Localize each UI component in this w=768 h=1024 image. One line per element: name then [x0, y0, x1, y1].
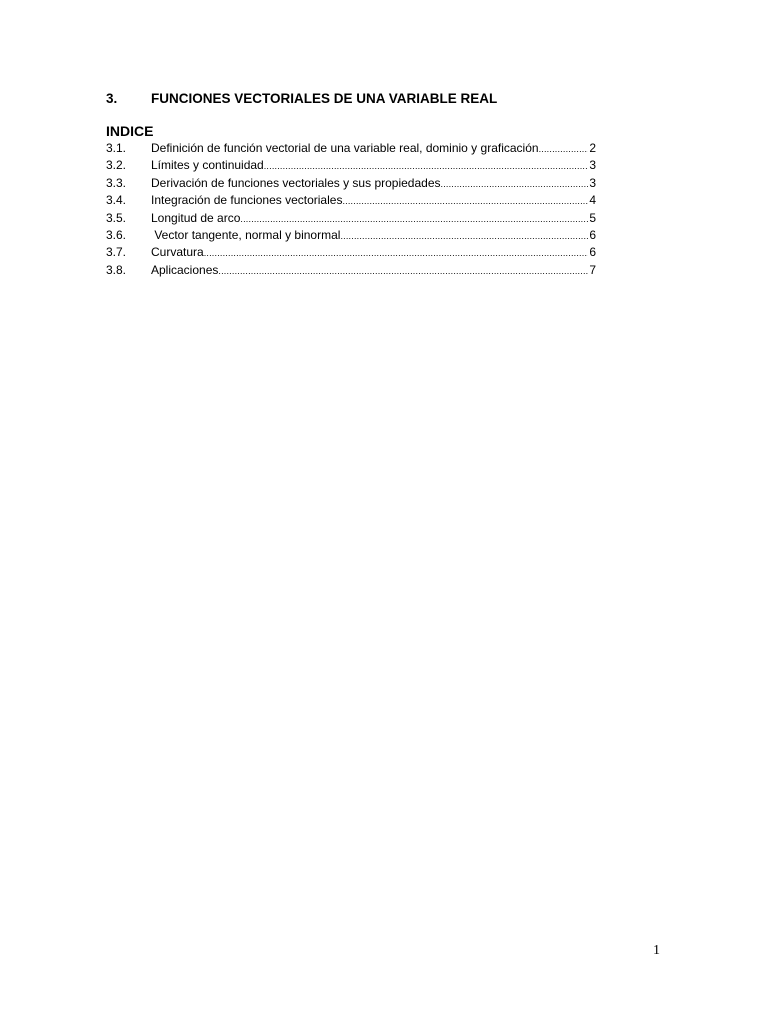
- toc-dot-leader: [539, 141, 589, 158]
- toc-entry[interactable]: [106, 262, 596, 279]
- toc-dot-leader: [342, 193, 588, 210]
- toc-entry[interactable]: [106, 210, 596, 227]
- toc-entry[interactable]: [106, 192, 596, 209]
- toc-entry-label: Longitud de arco: [151, 210, 241, 225]
- toc-dot-leader: [240, 211, 588, 228]
- toc-entry-number: 3.3.: [106, 175, 127, 190]
- toc-entry-number: 3.8.: [106, 262, 127, 277]
- toc-entry-page: 3: [589, 158, 596, 173]
- toc-entry-label: Derivación de funciones vectoriales y sus propiedades: [151, 175, 441, 190]
- page-number: 1: [653, 943, 660, 958]
- toc-entry-label: Vector tangente, normal y binormal: [151, 227, 341, 242]
- toc-entry-number: 3.6.: [106, 227, 127, 242]
- toc-entry[interactable]: [106, 227, 596, 244]
- toc-entry-label: Definición de función vectorial de una variable real, dominio y graficación: [151, 141, 539, 155]
- toc-entry-page: 5: [589, 210, 596, 225]
- toc-entry-number: 3.7.: [106, 245, 127, 260]
- toc-entry-page: 3: [589, 175, 596, 190]
- chapter-number: 3.: [106, 91, 118, 106]
- toc-dot-leader: [264, 158, 589, 175]
- chapter-heading: [106, 91, 497, 106]
- toc-entry-label: Límites y continuidad: [151, 158, 264, 173]
- toc-entry-label: Integración de funciones vectoriales: [151, 193, 343, 208]
- toc-entry[interactable]: [106, 175, 596, 192]
- toc-entry-number: 3.4.: [106, 193, 127, 208]
- toc-entry[interactable]: [106, 157, 596, 174]
- toc-entry-label: Aplicaciones: [151, 262, 219, 277]
- toc-dot-leader: [441, 176, 589, 193]
- toc-entry-page: 7: [589, 262, 596, 277]
- toc-entry-number: 3.5.: [106, 210, 127, 225]
- toc-dot-leader: [218, 263, 588, 280]
- toc-entry-number: 3.1.: [106, 141, 127, 155]
- toc-entry-number: 3.2.: [106, 158, 127, 173]
- toc-entry-page: 6: [589, 227, 596, 242]
- toc-dot-leader: [340, 228, 588, 245]
- toc-title: INDICE: [106, 123, 154, 139]
- toc-entry[interactable]: [106, 244, 596, 261]
- toc-entry-page: 2: [589, 141, 596, 155]
- table-of-contents: [106, 140, 596, 279]
- toc-dot-leader: [204, 245, 589, 262]
- toc-entry-page: 6: [589, 245, 596, 260]
- toc-entry-page: 4: [589, 193, 596, 208]
- toc-entry-label: Curvatura: [151, 245, 204, 260]
- toc-entry[interactable]: [106, 140, 596, 157]
- chapter-title: FUNCIONES VECTORIALES DE UNA VARIABLE REAL: [151, 91, 498, 106]
